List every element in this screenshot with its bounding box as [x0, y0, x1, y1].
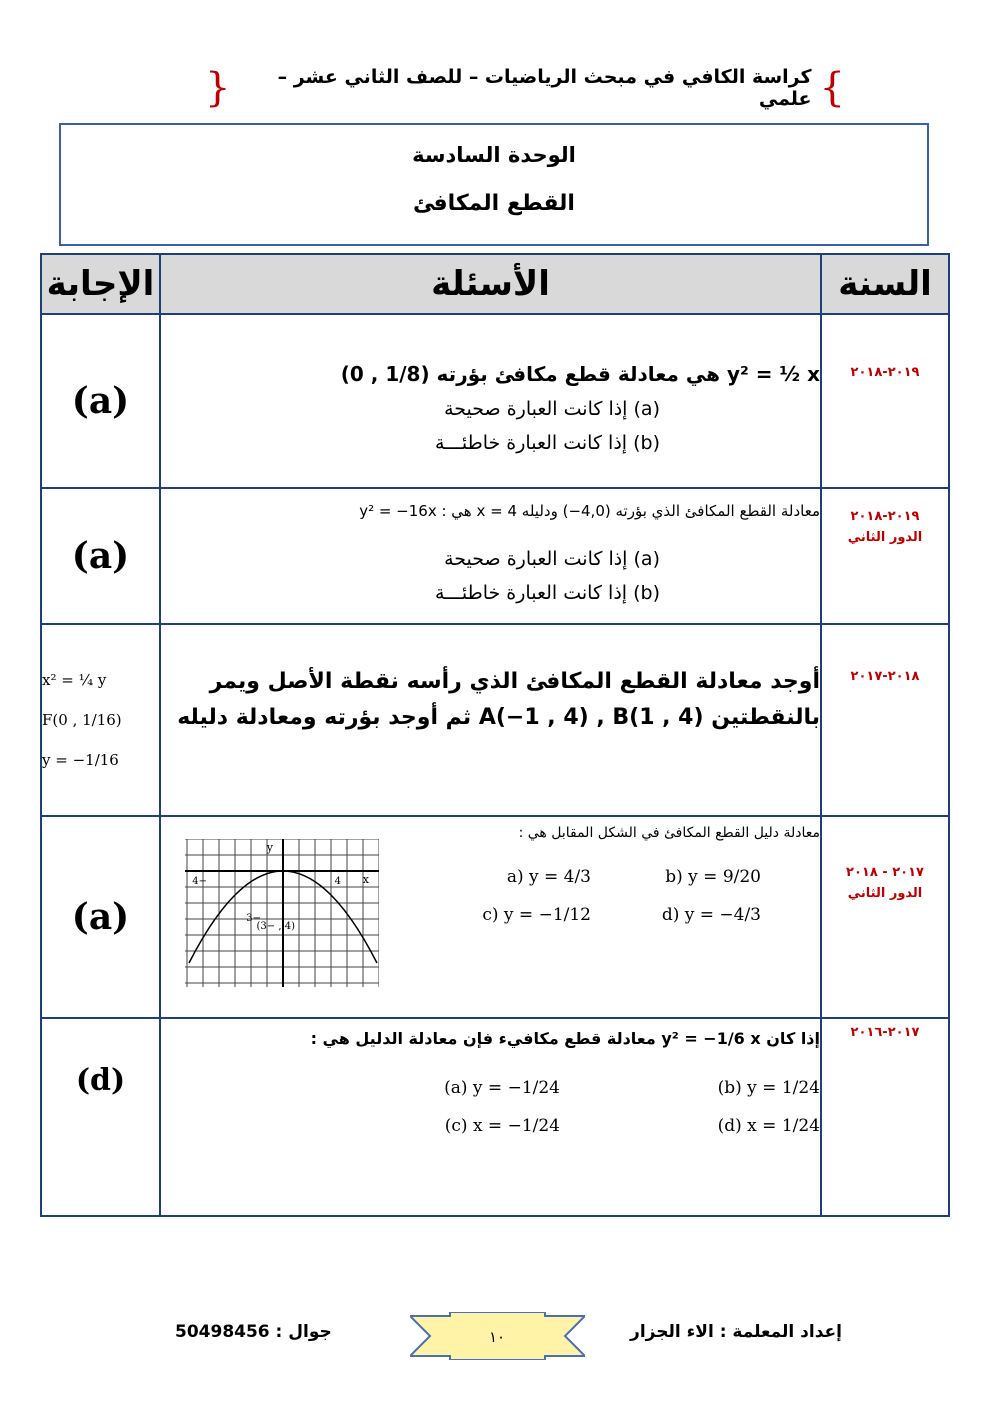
questions-table: [40, 253, 950, 1217]
answer-line: y = −1/16: [42, 751, 119, 769]
choices: [461, 867, 761, 925]
year-value: ٢٠١٧ - ٢٠١٨: [846, 865, 924, 880]
table-header-row: [41, 254, 949, 314]
question-text: معادلة دليل القطع المكافئ في الشكل المقابل هي :: [518, 825, 820, 841]
choice-d: d) y = −4/3: [661, 905, 761, 925]
year-header: السنة: [821, 254, 949, 314]
year-value: ٢٠١٩-٢٠١٨: [850, 365, 920, 380]
choices: [340, 1078, 820, 1136]
phone: جوال : 50498456: [175, 1322, 332, 1342]
answer-cell: (d): [41, 1018, 160, 1216]
tick-neg4: −4: [192, 876, 207, 887]
tick-neg3: −3: [246, 913, 261, 924]
option-b: (b) إذا كانت العبارة خاطئـــة: [434, 432, 660, 454]
year-cell: [821, 624, 949, 816]
choice-a: (a) y = −1/24: [444, 1078, 560, 1098]
tick-pos4: 4: [334, 876, 341, 887]
answer-cell: (a): [41, 488, 160, 624]
year-cell: [821, 1018, 949, 1216]
choice-b: (b) y = 1/24: [717, 1078, 820, 1098]
choice-b: b) y = 9/20: [665, 867, 761, 887]
question-cell: [160, 624, 821, 816]
y-axis-label: y: [266, 841, 273, 854]
choice-d: (d) x = 1/24: [717, 1116, 820, 1136]
parabola-graph: [185, 839, 379, 987]
year-cell: [821, 488, 949, 624]
answer-cell: (a): [41, 314, 160, 488]
unit-title: الوحدة السادسة: [412, 143, 576, 167]
table-row: [41, 314, 949, 488]
answer-cell: (a): [41, 816, 160, 1018]
year-value: ٢٠١٧-٢٠١٦: [850, 1025, 920, 1040]
table-row: [41, 1018, 949, 1216]
x-axis-label: x: [362, 873, 369, 886]
question-text: معادلة القطع المكافئ الذي بؤرته (4,0−) ودليله x = 4 هي : y² = −16x: [359, 502, 820, 520]
header-title: كراسة الكافي في مبحث الرياضيات – للصف الثاني عشر – علمي: [277, 66, 812, 110]
page-number: ١٠: [488, 1328, 506, 1346]
year-value: ٢٠١٨-٢٠١٧: [850, 669, 920, 684]
answer-line: F(0 , 1/16): [42, 711, 122, 729]
option-b: (b) إذا كانت العبارة خاطئـــة: [434, 582, 660, 604]
answer-line: x² = ¼ y: [42, 671, 107, 689]
question-cell: [160, 816, 821, 1018]
question-cell: [160, 314, 821, 488]
choice-c: c) y = −1/12: [482, 905, 591, 925]
question-text: y² = ½ x هي معادلة قطع مكافئ بؤرته (1/8 , 0): [340, 362, 820, 386]
question-text: إذا كان y² = −1/6 x معادلة قطع مكافيء فإن معادلة الدليل هي :: [310, 1029, 820, 1048]
choice-c: (c) x = −1/24: [444, 1116, 560, 1136]
brace-left: {: [205, 65, 231, 111]
table-row: [41, 488, 949, 624]
option-a: (a) إذا كانت العبارة صحيحة: [444, 548, 660, 570]
option-a: (a) إذا كانت العبارة صحيحة: [444, 398, 660, 420]
table-row: [41, 816, 949, 1018]
unit-box: [59, 123, 929, 246]
year-value: ٢٠١٩-٢٠١٨: [850, 509, 920, 524]
question-text: أوجد معادلة القطع المكافئ الذي رأسه نقطة الأصل ويمر بالنقطتين A(−1 , 4) , B(1 , 4) ثم أوجد بؤرته ومعادلة دليله: [177, 669, 820, 730]
question-cell: [160, 1018, 821, 1216]
year-cell: [821, 816, 949, 1018]
year-note: الدور الثاني: [847, 530, 923, 545]
footer: [0, 1318, 992, 1358]
document-header: [205, 66, 845, 110]
year-note: الدور الثاني: [847, 886, 923, 901]
brace-right: }: [819, 65, 845, 111]
teacher-name: إعداد المعلمة : الاء الجزار: [630, 1322, 842, 1342]
answer-header: الإجابة: [41, 254, 160, 314]
question-cell: [160, 488, 821, 624]
year-cell: [821, 314, 949, 488]
table-row: [41, 624, 949, 816]
point-label: (4 , −3): [256, 921, 295, 932]
choice-a: a) y = 4/3: [506, 867, 591, 887]
answer-cell: [41, 624, 160, 816]
unit-subtitle: القطع المكافئ: [413, 191, 575, 216]
page-ribbon: [410, 1312, 585, 1360]
questions-header: الأسئلة: [160, 254, 821, 314]
